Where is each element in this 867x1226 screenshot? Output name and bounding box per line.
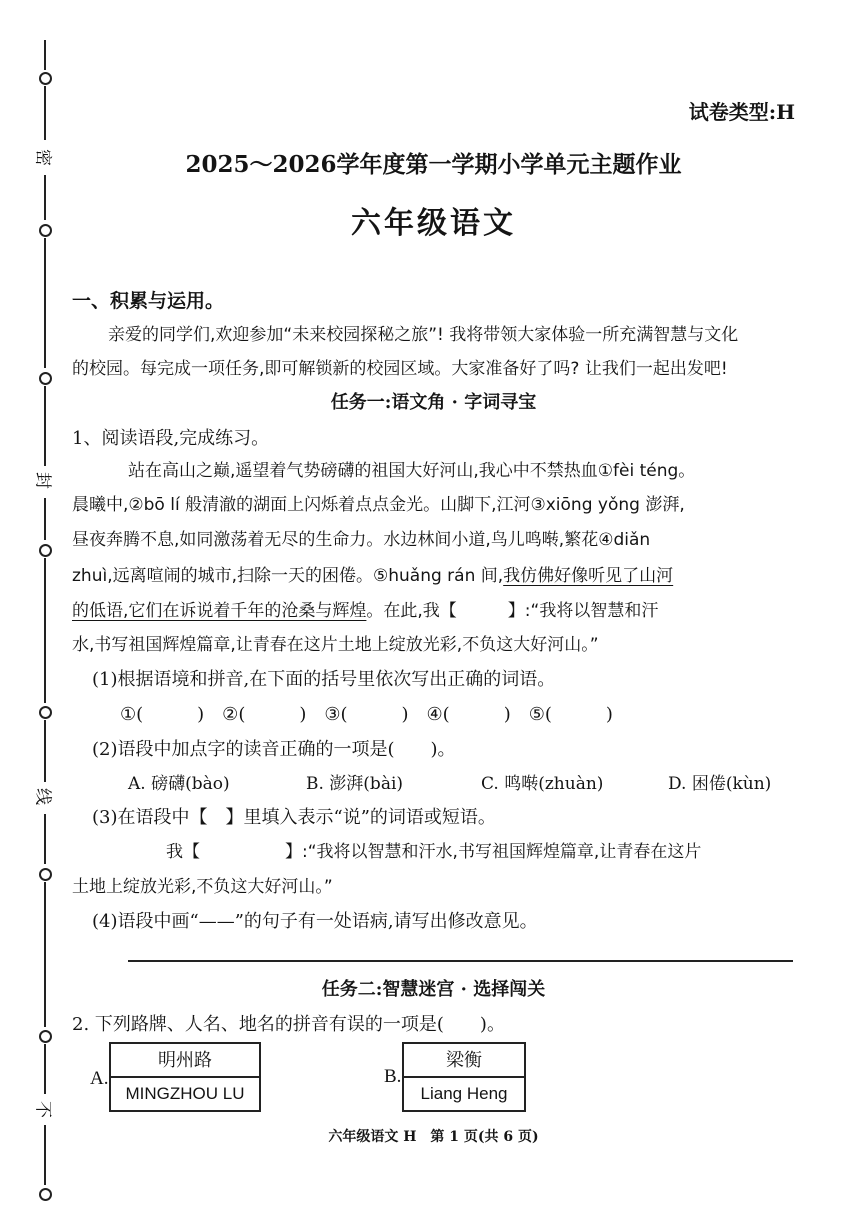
intro-line: 的校园。每完成一项任务,即可解锁新的校园区域。大家准备好了吗? 让我们一起出发吧!: [72, 359, 728, 379]
task-title: 任务二:智慧迷宫 · 选择闯关: [321, 979, 546, 1000]
sub-question: (2)语段中加点字的读音正确的一项是( )。: [92, 739, 456, 760]
margin-circle: [39, 72, 52, 85]
margin-line: [44, 558, 46, 703]
margin-line: [44, 238, 46, 368]
option-a[interactable]: A. 磅礴(bào): [128, 774, 230, 794]
sign-pinyin: Liang Heng: [420, 1084, 508, 1103]
passage-line: 晨曦中,②bō lí 般清澈的湖面上闪烁着点点金光。山脚下,江河③xiōng yǒng 澎湃,: [72, 495, 685, 515]
underlined-sentence: 我仿佛好像听见了山河: [503, 566, 674, 586]
margin-circle: [39, 1188, 52, 1201]
section-heading: 一、积累与运用。: [72, 290, 225, 312]
margin-circle: [39, 1030, 52, 1043]
intro-line: 亲爱的同学们,欢迎参加“未来校园探秘之旅”! 我将带领大家体验一所充满智慧与文化: [108, 325, 739, 345]
road-sign-a[interactable]: [109, 1042, 261, 1112]
answer-line: 土地上绽放光彩,不负这大好河山。”: [72, 877, 333, 897]
question-heading: 1、阅读语段,完成练习。: [72, 428, 270, 449]
margin-line: [44, 498, 46, 540]
margin-line: [44, 86, 46, 140]
question-heading: 2. 下列路牌、人名、地名的拼音有误的一项是( )。: [72, 1014, 505, 1035]
margin-circle: [39, 868, 52, 881]
margin-circle: [39, 372, 52, 385]
paper-type: 试卷类型:H: [688, 100, 795, 124]
margin-circle: [39, 706, 52, 719]
option-b[interactable]: B. 澎湃(bài): [306, 774, 404, 794]
margin-line: [44, 40, 46, 70]
passage-line: 水,书写祖国辉煌篇章,让青春在这片土地上绽放光彩,不负这大好河山。”: [72, 635, 599, 655]
divider: [128, 960, 793, 962]
sign-pinyin: MINGZHOU LU: [125, 1084, 245, 1103]
passage-line: [72, 596, 658, 621]
option-letter: B.: [384, 1066, 402, 1087]
exam-title: 2025～2026学年度第一学期小学单元主题作业: [185, 151, 682, 178]
margin-circle: [39, 544, 52, 557]
answer-blanks[interactable]: ①( ) ②( ) ③( ) ④( ) ⑤( ): [120, 704, 613, 725]
sign-chinese: 明州路: [111, 1044, 259, 1078]
passage-line: [72, 561, 673, 586]
margin-line: [44, 882, 46, 1027]
task-title: 任务一:语文角 · 字词寻宝: [330, 392, 537, 413]
name-sign-b[interactable]: [402, 1042, 526, 1112]
option-c[interactable]: C. 鸣啭(zhuàn): [481, 774, 604, 794]
margin-char: 不: [32, 1101, 53, 1118]
underlined-sentence: 的低语,它们在诉说着千年的沧桑与辉煌: [72, 601, 367, 621]
subject-title: 六年级语文: [351, 206, 516, 241]
margin-line: [44, 1044, 46, 1094]
sub-question: (1)根据语境和拼音,在下面的括号里依次写出正确的词语。: [92, 669, 556, 690]
sub-question: (4)语段中画“——”的句子有一处语病,请写出修改意见。: [92, 911, 538, 932]
passage-text: zhuì,远离喧闹的城市,扫除一天的困倦。⑤huǎng rán 间,: [72, 566, 504, 586]
answer-line[interactable]: 我【 】:“我将以智慧和汗水,书写祖国辉煌篇章,让青春在这片: [166, 842, 702, 862]
sign-chinese: 梁衡: [404, 1044, 524, 1078]
option-letter: A.: [90, 1068, 109, 1089]
page-footer: 六年级语文 H 第 1 页(共 6 页): [328, 1129, 539, 1145]
passage-text: 。在此,我【 】:“我将以智慧和汗: [366, 601, 659, 621]
margin-line: [44, 720, 46, 782]
passage-line: 站在高山之巅,遥望着气势磅礴的祖国大好河山,我心中不禁热血①fèi téng。: [128, 461, 696, 481]
margin-line: [44, 814, 46, 864]
margin-char: 线: [32, 788, 53, 805]
passage-line: 昼夜奔腾不息,如同激荡着无尽的生命力。水边林间小道,鸟儿鸣啭,繁花④diǎn: [72, 530, 651, 550]
option-d[interactable]: D. 困倦(kùn): [668, 774, 772, 794]
margin-char: 封: [32, 472, 53, 489]
margin-char: 密: [32, 149, 53, 166]
sub-question: (3)在语段中【 】里填入表示“说”的词语或短语。: [92, 807, 496, 828]
